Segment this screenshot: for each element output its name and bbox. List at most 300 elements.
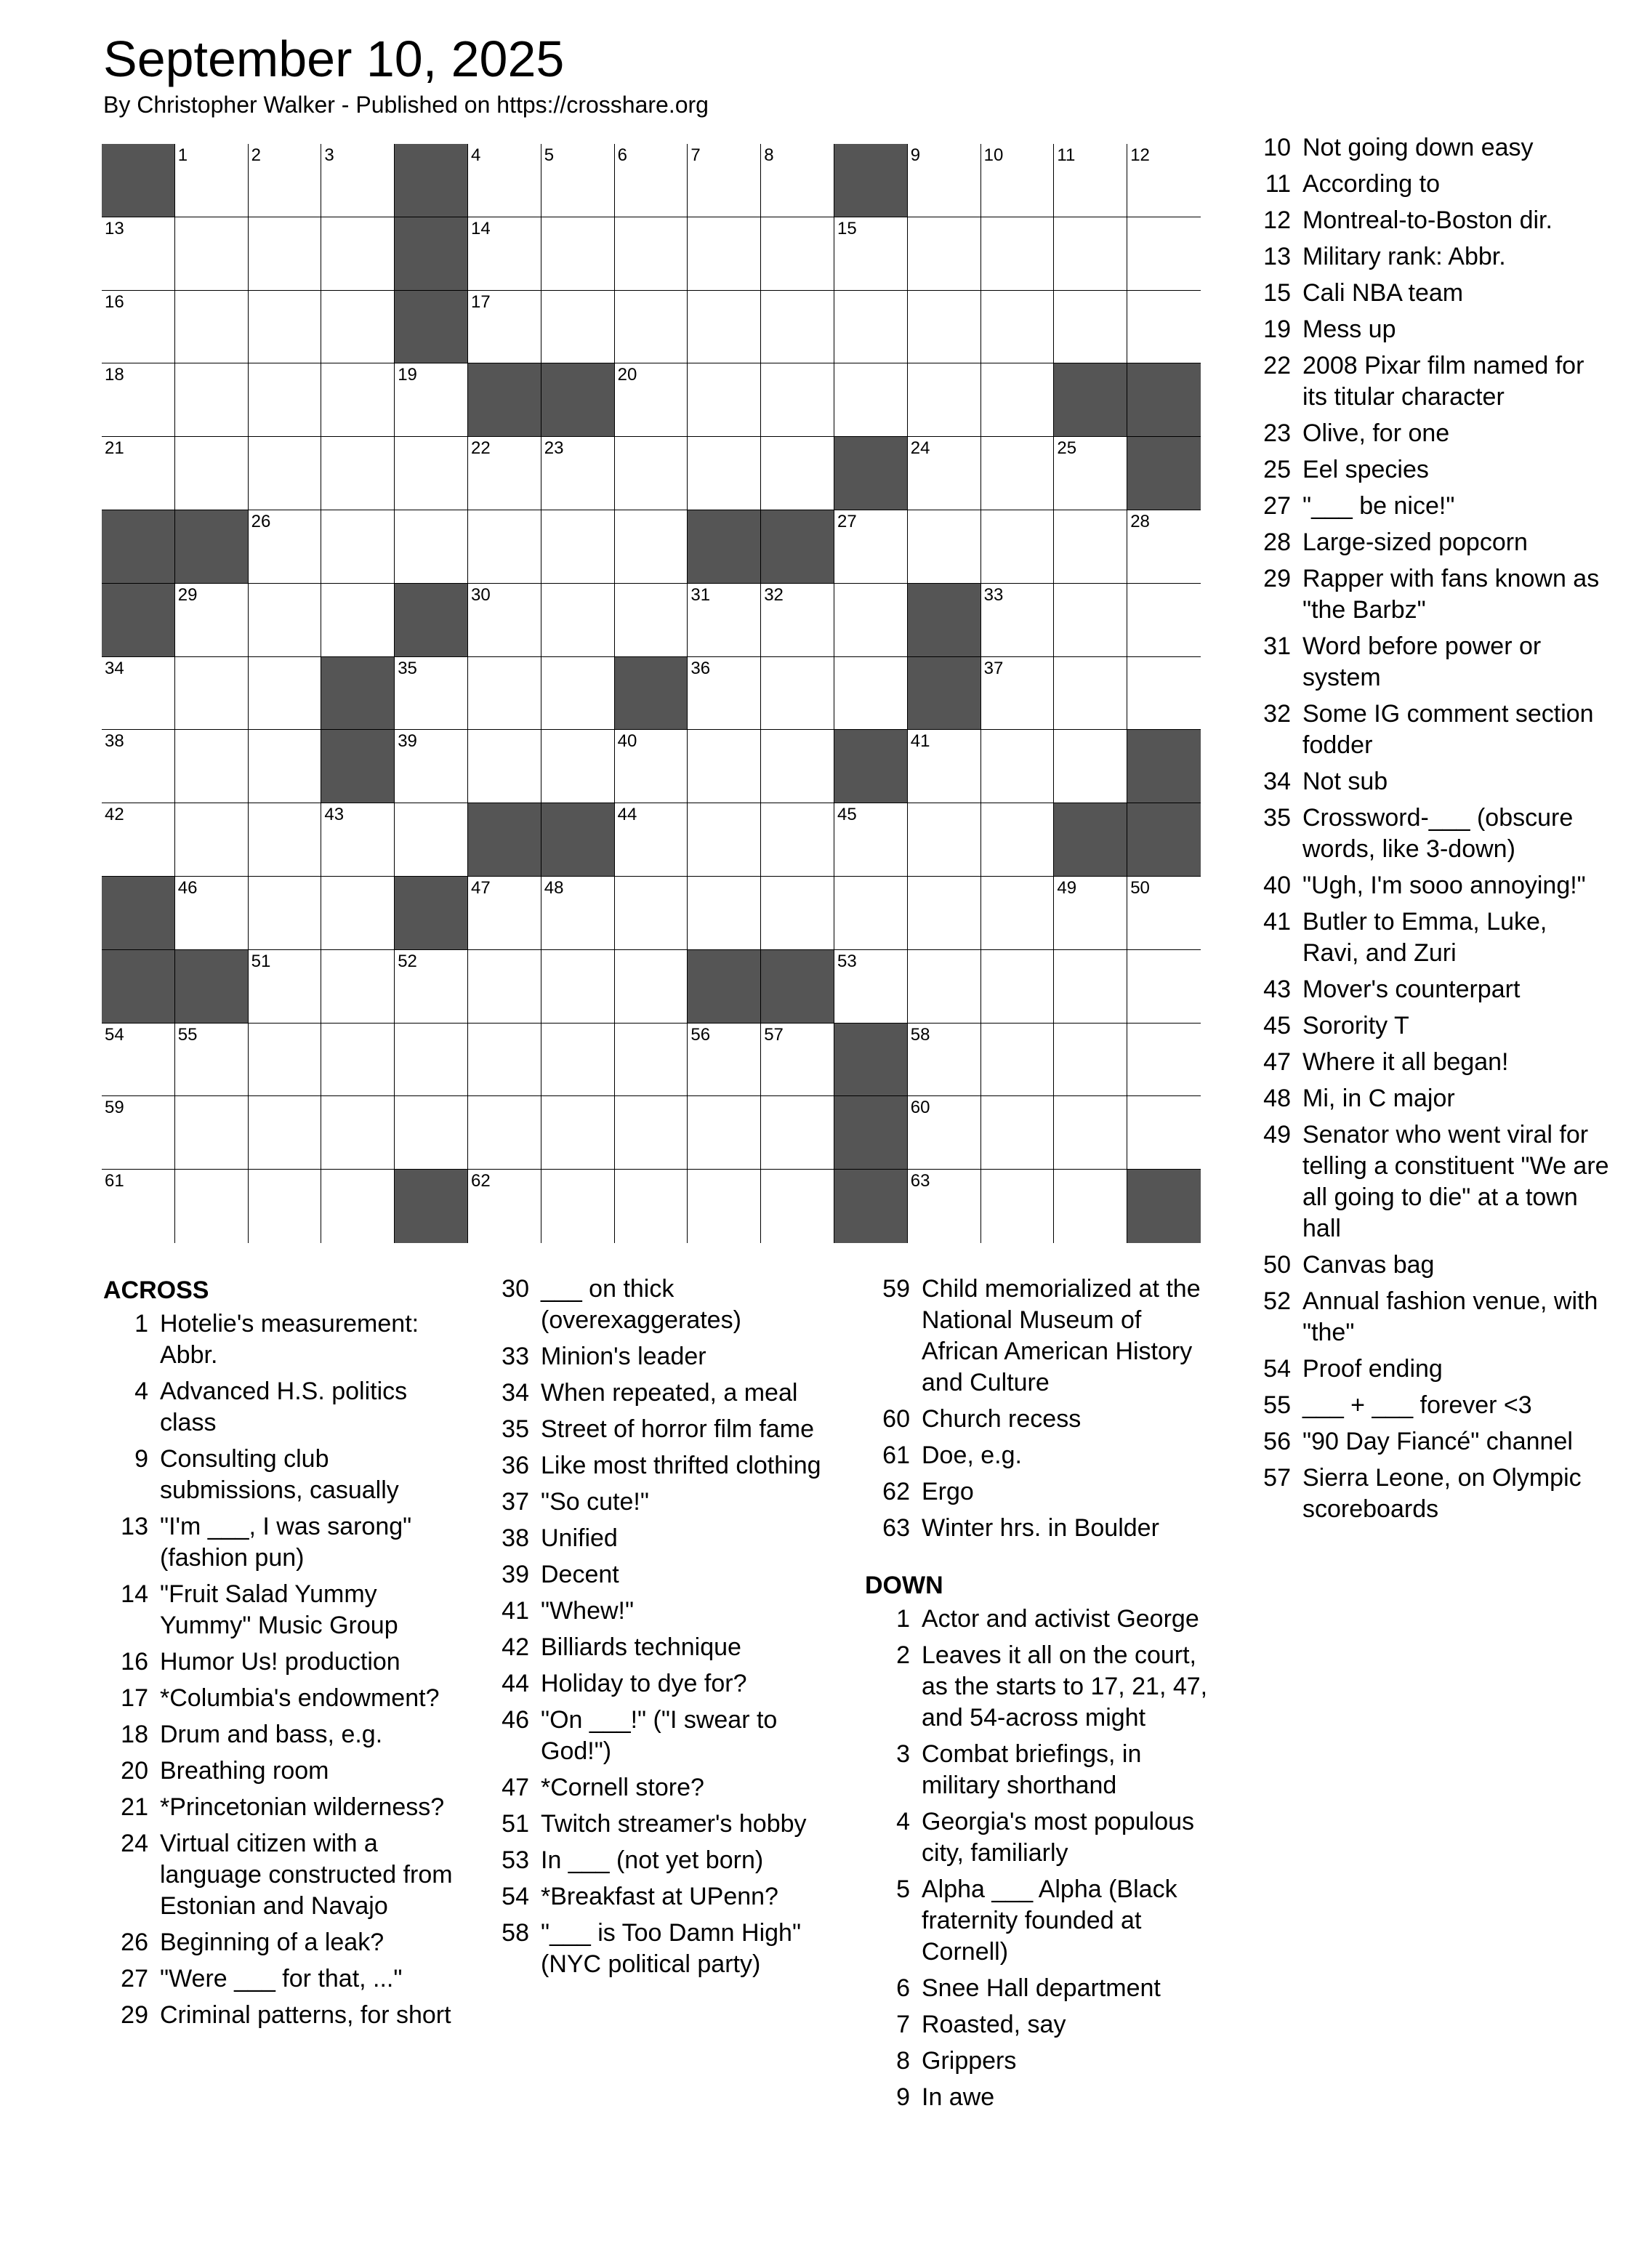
grid-cell[interactable]: [249, 950, 322, 1024]
across-clue[interactable]: [103, 1828, 459, 1922]
grid-cell[interactable]: [1127, 144, 1201, 217]
grid-cell[interactable]: [615, 1024, 688, 1097]
grid-cell[interactable]: [541, 510, 615, 584]
grid-cell[interactable]: [761, 803, 834, 877]
clue-text: Holiday to dye for?: [541, 1670, 747, 1697]
grid-cell[interactable]: [615, 217, 688, 291]
down-clue[interactable]: [1246, 241, 1609, 273]
clue-number: 31: [1263, 632, 1291, 660]
across-clue[interactable]: [103, 1511, 459, 1574]
grid-cell[interactable]: [321, 291, 395, 364]
grid-cell[interactable]: [615, 950, 688, 1024]
grid-cell[interactable]: [468, 1024, 541, 1097]
grid-cell[interactable]: [541, 877, 615, 950]
grid-block: [468, 803, 541, 877]
across-clue[interactable]: [484, 1341, 840, 1372]
down-clue[interactable]: [1246, 1463, 1609, 1525]
grid-cell[interactable]: [1127, 217, 1201, 291]
grid-cell[interactable]: [249, 877, 322, 950]
grid-cell[interactable]: [249, 363, 322, 437]
grid-cell[interactable]: [102, 437, 175, 510]
grid-cell[interactable]: [1054, 217, 1127, 291]
down-clue[interactable]: [865, 2082, 1221, 2113]
grid-cell[interactable]: [321, 144, 395, 217]
grid-cell[interactable]: [761, 437, 834, 510]
down-clue[interactable]: [1246, 870, 1609, 901]
grid-cell[interactable]: [908, 217, 981, 291]
grid-cell[interactable]: [981, 1024, 1055, 1097]
grid-cell[interactable]: [175, 1024, 249, 1097]
grid-cell[interactable]: [981, 437, 1055, 510]
across-clue[interactable]: [103, 1756, 459, 1787]
down-clue[interactable]: [1246, 699, 1609, 761]
grid-cell[interactable]: [175, 1170, 249, 1243]
across-clue[interactable]: [103, 1444, 459, 1506]
down-clue[interactable]: [865, 1806, 1221, 1869]
grid-cell[interactable]: [688, 291, 761, 364]
across-clue[interactable]: [484, 1881, 840, 1913]
clue-number: 43: [1263, 976, 1291, 1003]
grid-cell[interactable]: [1054, 657, 1127, 731]
clue-text: ___ + ___ forever <3: [1302, 1391, 1532, 1419]
clue-number: 14: [121, 1580, 148, 1608]
cell-number: 47: [471, 878, 491, 898]
down-clue[interactable]: [865, 1640, 1221, 1734]
grid-cell[interactable]: [175, 1096, 249, 1170]
down-clue[interactable]: [1246, 974, 1609, 1005]
grid-cell[interactable]: [761, 363, 834, 437]
clue-number: 46: [502, 1706, 529, 1734]
grid-cell[interactable]: [1054, 730, 1127, 803]
down-clue[interactable]: [1246, 631, 1609, 693]
grid-cell[interactable]: [541, 437, 615, 510]
grid-cell[interactable]: [468, 877, 541, 950]
grid-cell[interactable]: [395, 657, 468, 731]
grid-cell[interactable]: [834, 950, 908, 1024]
grid-cell[interactable]: [175, 363, 249, 437]
grid-cell[interactable]: [688, 657, 761, 731]
grid-cell[interactable]: [249, 144, 322, 217]
grid-cell[interactable]: [1054, 291, 1127, 364]
grid-block: [102, 510, 175, 584]
grid-cell[interactable]: [102, 291, 175, 364]
grid-cell[interactable]: [102, 217, 175, 291]
down-clue[interactable]: [1246, 563, 1609, 626]
grid-cell[interactable]: [761, 877, 834, 950]
clue-text: Billiards technique: [541, 1633, 741, 1661]
grid-cell[interactable]: [761, 1170, 834, 1243]
grid-cell[interactable]: [1127, 510, 1201, 584]
grid-cell[interactable]: [321, 363, 395, 437]
grid-cell[interactable]: [688, 1024, 761, 1097]
grid-cell[interactable]: [321, 217, 395, 291]
grid-cell[interactable]: [615, 510, 688, 584]
grid-cell[interactable]: [981, 584, 1055, 657]
grid-cell[interactable]: [1127, 584, 1201, 657]
grid-cell[interactable]: [541, 584, 615, 657]
down-clue[interactable]: [1246, 766, 1609, 797]
grid-cell[interactable]: [688, 437, 761, 510]
grid-cell[interactable]: [395, 1024, 468, 1097]
down-clue[interactable]: [865, 1604, 1221, 1635]
grid-cell[interactable]: [175, 437, 249, 510]
grid-cell[interactable]: [834, 657, 908, 731]
grid-cell[interactable]: [175, 144, 249, 217]
clue-number: 4: [896, 1808, 910, 1835]
grid-cell[interactable]: [1127, 1024, 1201, 1097]
grid-cell[interactable]: [249, 217, 322, 291]
grid-cell[interactable]: [249, 1024, 322, 1097]
grid-cell[interactable]: [102, 1170, 175, 1243]
grid-cell[interactable]: [395, 803, 468, 877]
grid-cell[interactable]: [761, 291, 834, 364]
grid-cell[interactable]: [249, 584, 322, 657]
grid-cell[interactable]: [908, 1096, 981, 1170]
clue-number: 40: [1263, 872, 1291, 899]
down-clue[interactable]: [865, 2046, 1221, 2077]
grid-cell[interactable]: [541, 1170, 615, 1243]
across-clue[interactable]: [484, 1414, 840, 1445]
grid-cell[interactable]: [761, 730, 834, 803]
down-clue[interactable]: [865, 2009, 1221, 2040]
across-clue[interactable]: [103, 1579, 459, 1641]
grid-cell[interactable]: [834, 803, 908, 877]
down-clue[interactable]: [1246, 1390, 1609, 1421]
across-clue[interactable]: [103, 1683, 459, 1714]
down-clue[interactable]: [865, 1874, 1221, 1968]
grid-cell[interactable]: [615, 437, 688, 510]
clue-number: 41: [502, 1597, 529, 1625]
clue-text: Senator who went viral for telling a constituent "We are all going to die" at a town hall: [1302, 1121, 1609, 1242]
grid-block: [102, 950, 175, 1024]
grid-cell[interactable]: [468, 291, 541, 364]
grid-cell[interactable]: [688, 1170, 761, 1243]
grid-cell[interactable]: [175, 584, 249, 657]
grid-cell[interactable]: [468, 584, 541, 657]
grid-cell[interactable]: [981, 144, 1055, 217]
grid-cell[interactable]: [1054, 510, 1127, 584]
grid-cell[interactable]: [615, 1170, 688, 1243]
grid-cell[interactable]: [981, 657, 1055, 731]
down-clue[interactable]: [1246, 314, 1609, 345]
grid-cell[interactable]: [761, 1096, 834, 1170]
across-clue[interactable]: [484, 1632, 840, 1663]
down-clue[interactable]: [1246, 1047, 1609, 1078]
across-clue[interactable]: [484, 1668, 840, 1700]
clue-number: 11: [1265, 170, 1291, 198]
grid-cell[interactable]: [981, 1170, 1055, 1243]
down-clue[interactable]: [1246, 1083, 1609, 1114]
across-clue[interactable]: [484, 1274, 840, 1336]
clue-text: "90 Day Fiancé" channel: [1302, 1428, 1573, 1455]
grid-cell[interactable]: [1054, 877, 1127, 950]
grid-cell[interactable]: [321, 510, 395, 584]
grid-cell[interactable]: [468, 510, 541, 584]
grid-cell[interactable]: [1054, 1024, 1127, 1097]
grid-cell[interactable]: [249, 291, 322, 364]
grid-cell[interactable]: [102, 1096, 175, 1170]
grid-cell[interactable]: [908, 1170, 981, 1243]
down-clue[interactable]: [1246, 906, 1609, 969]
grid-cell[interactable]: [981, 950, 1055, 1024]
grid-cell[interactable]: [761, 1024, 834, 1097]
grid-cell[interactable]: [541, 1024, 615, 1097]
down-clue[interactable]: [1246, 278, 1609, 309]
grid-cell[interactable]: [615, 803, 688, 877]
grid-cell[interactable]: [249, 1170, 322, 1243]
across-clue[interactable]: [484, 1845, 840, 1876]
grid-cell[interactable]: [175, 730, 249, 803]
grid-cell[interactable]: [688, 1096, 761, 1170]
across-clue[interactable]: [103, 2000, 459, 2031]
across-clue[interactable]: [484, 1809, 840, 1840]
across-clue[interactable]: [484, 1559, 840, 1591]
down-clue[interactable]: [865, 1973, 1221, 2004]
grid-cell[interactable]: [321, 1024, 395, 1097]
down-clue[interactable]: [1246, 1250, 1609, 1281]
grid-cell[interactable]: [761, 657, 834, 731]
cell-number: 38: [105, 731, 124, 752]
grid-block: [395, 144, 468, 217]
grid-cell[interactable]: [688, 217, 761, 291]
grid-cell[interactable]: [761, 584, 834, 657]
grid-cell[interactable]: [249, 803, 322, 877]
clue-text: Word before power or system: [1302, 632, 1542, 691]
grid-cell[interactable]: [834, 584, 908, 657]
down-clue[interactable]: [1246, 527, 1609, 558]
grid-cell[interactable]: [468, 217, 541, 291]
down-clue[interactable]: [1246, 205, 1609, 236]
grid-cell[interactable]: [981, 510, 1055, 584]
across-clue[interactable]: [484, 1523, 840, 1554]
across-clue[interactable]: [865, 1404, 1221, 1435]
grid-cell[interactable]: [615, 363, 688, 437]
grid-cell[interactable]: [908, 803, 981, 877]
grid-cell[interactable]: [541, 657, 615, 731]
down-clue[interactable]: [1246, 491, 1609, 522]
across-clue[interactable]: [484, 1772, 840, 1803]
down-clue[interactable]: [1246, 803, 1609, 865]
grid-cell[interactable]: [1054, 950, 1127, 1024]
grid-cell[interactable]: [1054, 1096, 1127, 1170]
crossword-grid[interactable]: [102, 144, 1201, 1243]
grid-cell[interactable]: [834, 363, 908, 437]
grid-cell[interactable]: [908, 1024, 981, 1097]
grid-cell[interactable]: [908, 437, 981, 510]
down-clue[interactable]: [1246, 1119, 1609, 1244]
cell-number: 13: [105, 218, 124, 238]
grid-cell[interactable]: [1127, 657, 1201, 731]
across-clue[interactable]: [103, 1308, 459, 1371]
grid-cell[interactable]: [688, 730, 761, 803]
clue-column-1: [103, 1274, 459, 2036]
across-clue[interactable]: [103, 1719, 459, 1750]
across-clue[interactable]: [484, 1487, 840, 1518]
clue-text: "Ugh, I'm sooo annoying!": [1302, 872, 1586, 899]
down-clue[interactable]: [1246, 350, 1609, 413]
grid-cell[interactable]: [688, 144, 761, 217]
grid-cell[interactable]: [688, 363, 761, 437]
grid-cell[interactable]: [468, 144, 541, 217]
grid-cell[interactable]: [395, 950, 468, 1024]
grid-cell[interactable]: [321, 437, 395, 510]
grid-cell[interactable]: [1127, 950, 1201, 1024]
clue-number: 53: [502, 1846, 529, 1874]
grid-cell[interactable]: [615, 730, 688, 803]
grid-cell[interactable]: [102, 803, 175, 877]
grid-cell[interactable]: [468, 1096, 541, 1170]
grid-cell[interactable]: [981, 730, 1055, 803]
grid-cell[interactable]: [102, 363, 175, 437]
grid-cell[interactable]: [395, 363, 468, 437]
cell-number: 50: [1130, 878, 1150, 898]
across-clue[interactable]: [865, 1476, 1221, 1508]
grid-cell[interactable]: [688, 877, 761, 950]
across-clue[interactable]: [484, 1378, 840, 1409]
grid-cell[interactable]: [321, 584, 395, 657]
clue-text: Leaves it all on the court, as the starts to 17, 21, 47, and 54-across might: [922, 1641, 1208, 1732]
grid-cell[interactable]: [908, 291, 981, 364]
grid-cell[interactable]: [981, 877, 1055, 950]
grid-cell[interactable]: [175, 803, 249, 877]
grid-cell[interactable]: [249, 730, 322, 803]
grid-cell[interactable]: [981, 803, 1055, 877]
grid-cell[interactable]: [615, 291, 688, 364]
clue-number: 27: [1263, 492, 1291, 520]
grid-cell[interactable]: [102, 730, 175, 803]
across-clue[interactable]: [103, 1927, 459, 1958]
down-clue[interactable]: [1246, 132, 1609, 164]
grid-cell[interactable]: [541, 950, 615, 1024]
across-clue[interactable]: [865, 1440, 1221, 1471]
grid-block: [688, 950, 761, 1024]
grid-cell[interactable]: [321, 877, 395, 950]
down-clue[interactable]: [1246, 1010, 1609, 1042]
across-clue[interactable]: [103, 1646, 459, 1678]
grid-cell[interactable]: [834, 510, 908, 584]
grid-cell[interactable]: [468, 1170, 541, 1243]
grid-cell[interactable]: [321, 1096, 395, 1170]
down-clue[interactable]: [1246, 454, 1609, 486]
across-clue[interactable]: [103, 1963, 459, 1995]
grid-cell[interactable]: [908, 510, 981, 584]
grid-cell[interactable]: [1054, 144, 1127, 217]
grid-block: [175, 510, 249, 584]
grid-cell[interactable]: [175, 291, 249, 364]
across-clue[interactable]: [865, 1274, 1221, 1399]
clue-number: 33: [502, 1343, 529, 1370]
across-clue[interactable]: [103, 1376, 459, 1439]
grid-cell[interactable]: [1127, 291, 1201, 364]
grid-cell[interactable]: [468, 730, 541, 803]
down-clue[interactable]: [1246, 1286, 1609, 1348]
grid-cell[interactable]: [834, 291, 908, 364]
cell-number: 41: [910, 731, 930, 752]
grid-cell[interactable]: [1054, 1170, 1127, 1243]
grid-cell[interactable]: [1054, 437, 1127, 510]
grid-cell[interactable]: [541, 1096, 615, 1170]
grid-cell[interactable]: [321, 803, 395, 877]
grid-cell[interactable]: [981, 291, 1055, 364]
grid-cell[interactable]: [175, 657, 249, 731]
grid-cell[interactable]: [615, 584, 688, 657]
across-clue[interactable]: [484, 1450, 840, 1481]
grid-cell[interactable]: [834, 877, 908, 950]
grid-cell[interactable]: [1127, 1096, 1201, 1170]
grid-cell[interactable]: [541, 217, 615, 291]
clue-text: Crossword-___ (obscure words, like 3-down): [1302, 804, 1574, 863]
grid-cell[interactable]: [321, 950, 395, 1024]
grid-cell[interactable]: [981, 363, 1055, 437]
grid-cell[interactable]: [249, 1096, 322, 1170]
grid-cell[interactable]: [102, 657, 175, 731]
grid-cell[interactable]: [468, 950, 541, 1024]
across-clue[interactable]: [484, 1596, 840, 1627]
down-clue[interactable]: [1246, 169, 1609, 200]
down-clue[interactable]: [1246, 1426, 1609, 1457]
grid-block: [1127, 363, 1201, 437]
clue-text: "___ is Too Damn High" (NYC political party): [541, 1919, 802, 1978]
cell-number: 12: [1130, 145, 1150, 165]
across-clue[interactable]: [865, 1513, 1221, 1544]
grid-cell[interactable]: [908, 730, 981, 803]
grid-cell[interactable]: [761, 217, 834, 291]
clue-number: 5: [896, 1875, 910, 1903]
grid-cell[interactable]: [395, 730, 468, 803]
grid-cell[interactable]: [175, 217, 249, 291]
grid-cell[interactable]: [908, 950, 981, 1024]
grid-cell[interactable]: [834, 217, 908, 291]
grid-cell[interactable]: [321, 1170, 395, 1243]
grid-cell[interactable]: [468, 657, 541, 731]
clue-number: 8: [896, 2047, 910, 2075]
grid-cell[interactable]: [688, 584, 761, 657]
grid-cell[interactable]: [175, 877, 249, 950]
grid-cell[interactable]: [615, 144, 688, 217]
clue-text: 2008 Pixar film named for its titular character: [1302, 352, 1584, 411]
down-clue[interactable]: [865, 1739, 1221, 1801]
grid-cell[interactable]: [468, 437, 541, 510]
grid-cell[interactable]: [249, 657, 322, 731]
grid-cell[interactable]: [541, 730, 615, 803]
cell-number: 10: [983, 145, 1004, 165]
grid-cell[interactable]: [981, 1096, 1055, 1170]
grid-cell[interactable]: [395, 437, 468, 510]
grid-cell[interactable]: [615, 1096, 688, 1170]
grid-cell[interactable]: [688, 803, 761, 877]
down-clue[interactable]: [1246, 418, 1609, 449]
down-clue[interactable]: [1246, 1354, 1609, 1385]
grid-cell[interactable]: [1054, 584, 1127, 657]
grid-cell[interactable]: [395, 1096, 468, 1170]
grid-cell[interactable]: [102, 1024, 175, 1097]
grid-cell[interactable]: [908, 144, 981, 217]
grid-cell[interactable]: [615, 877, 688, 950]
across-clue[interactable]: [103, 1792, 459, 1823]
grid-cell[interactable]: [908, 363, 981, 437]
grid-cell[interactable]: [541, 291, 615, 364]
across-clue[interactable]: [484, 1705, 840, 1767]
grid-cell[interactable]: [761, 144, 834, 217]
grid-cell[interactable]: [249, 437, 322, 510]
grid-cell[interactable]: [981, 217, 1055, 291]
grid-cell[interactable]: [908, 877, 981, 950]
grid-cell[interactable]: [541, 144, 615, 217]
grid-cell[interactable]: [1127, 877, 1201, 950]
grid-cell[interactable]: [249, 510, 322, 584]
across-clue[interactable]: [484, 1918, 840, 1980]
grid-cell[interactable]: [395, 510, 468, 584]
